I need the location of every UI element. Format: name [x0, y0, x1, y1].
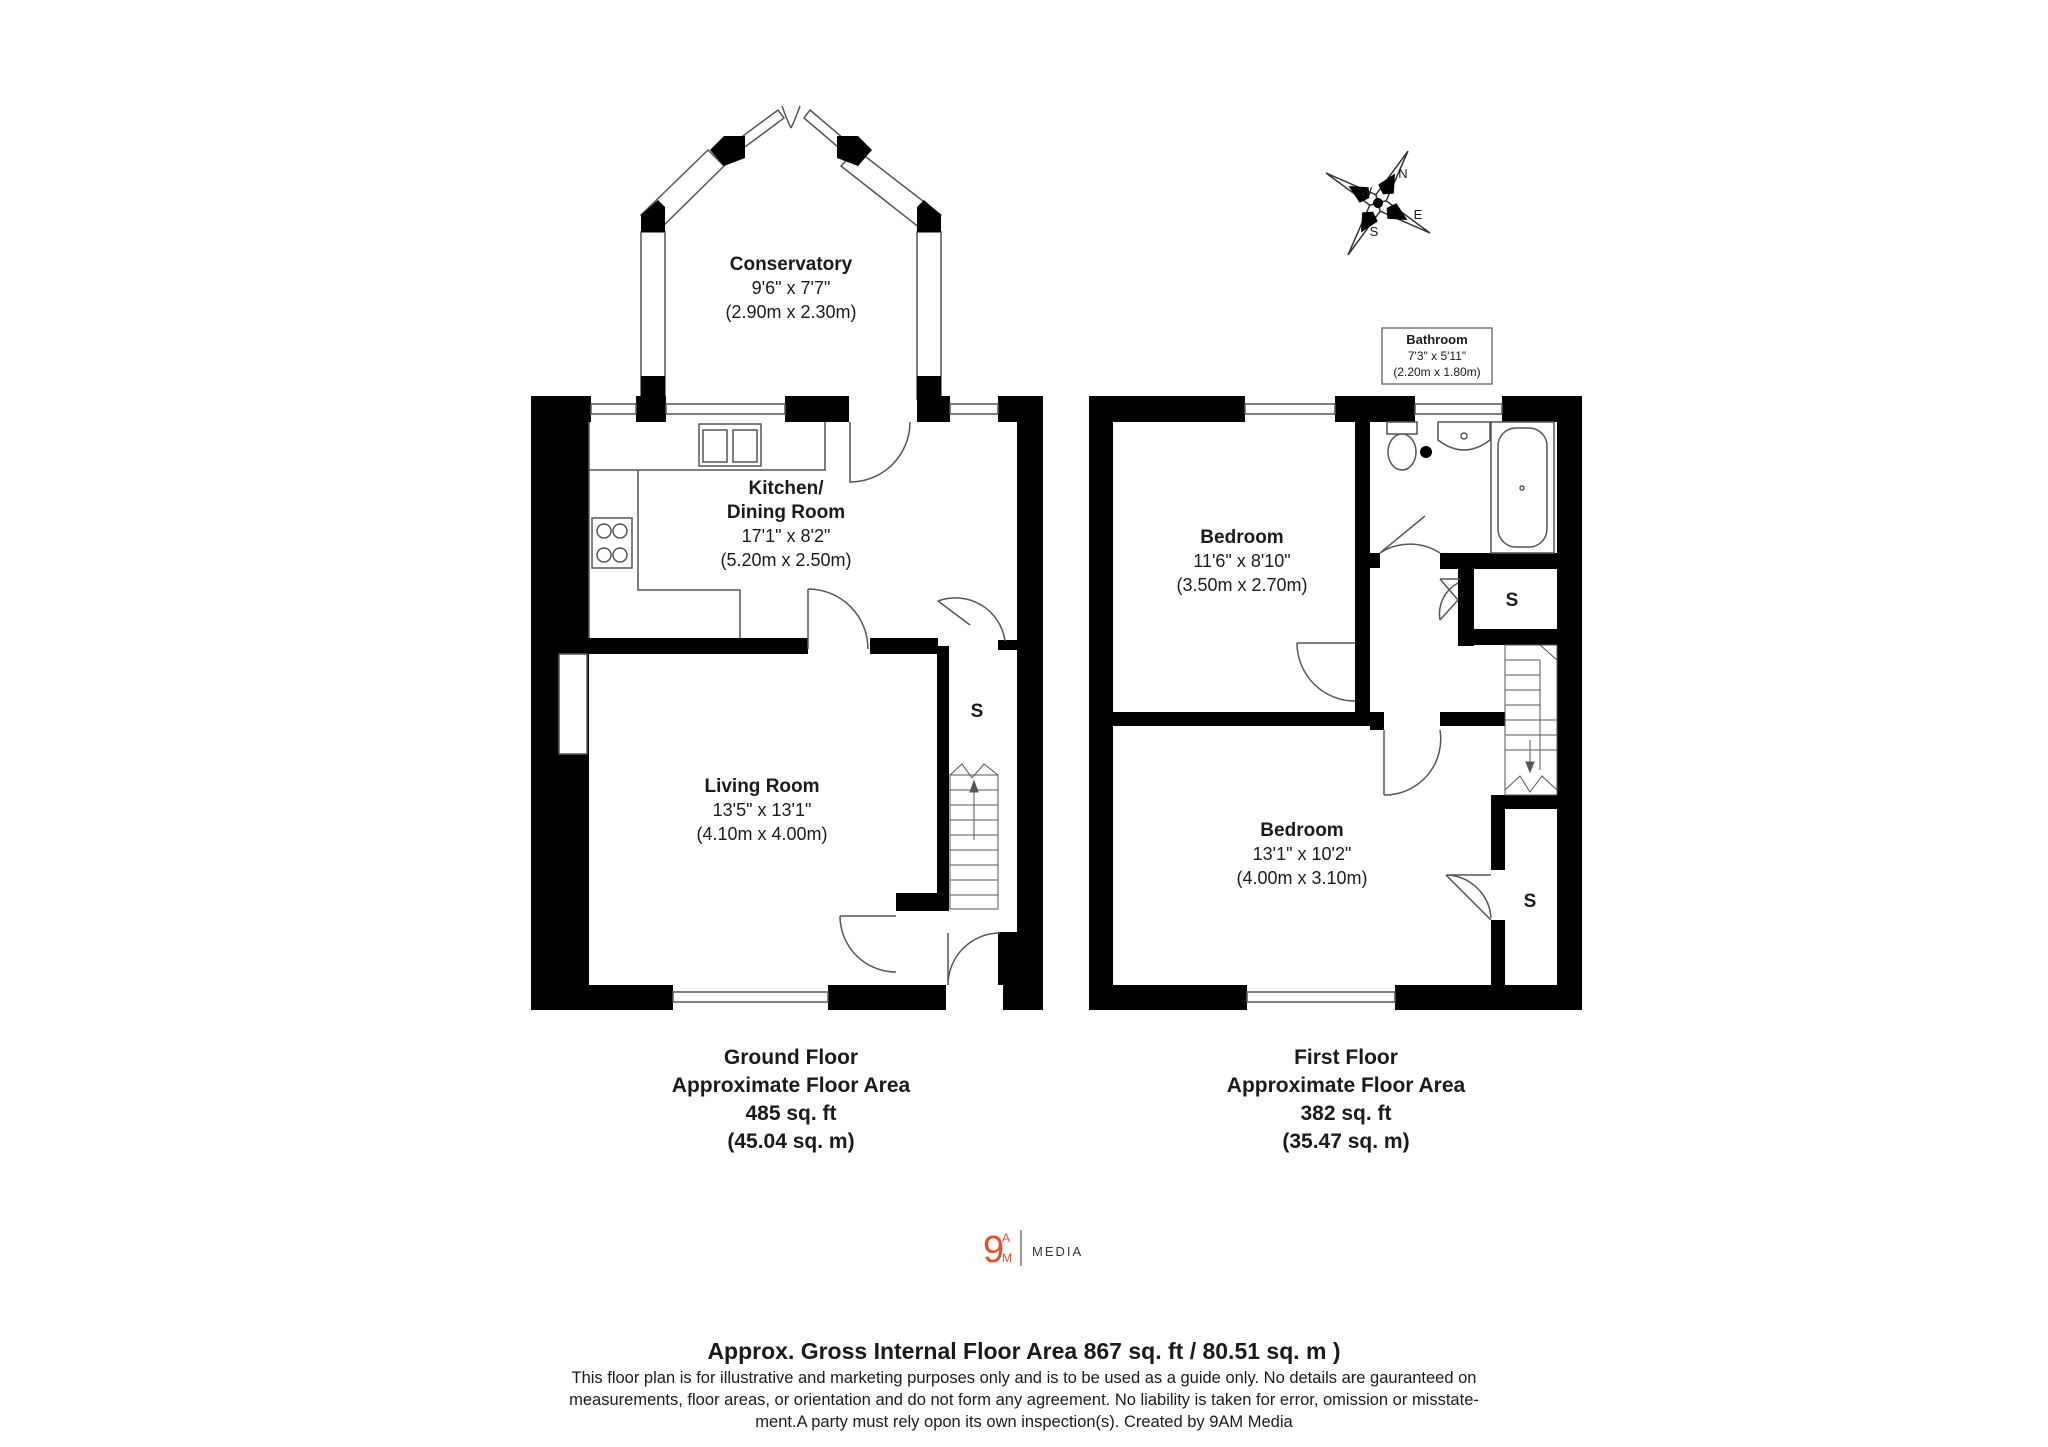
conservatory-metric: (2.90m x 2.30m) — [725, 302, 857, 322]
bedroom-2-metric: (4.00m x 3.10m) — [1236, 868, 1368, 888]
compass-east-label: E — [1413, 207, 1423, 222]
kitchen-imperial: 17'1" x 8'2" — [741, 526, 831, 546]
first-floor-area-sqft: 382 sq. ft — [1300, 1102, 1392, 1125]
compass-west-label: W — [1359, 184, 1373, 199]
ground-floor-area-sqm: (45.04 sq. m) — [727, 1130, 855, 1153]
ground-floor-area-sqft: 485 sq. ft — [745, 1102, 837, 1125]
logo-letter-a: A — [1002, 1231, 1012, 1245]
compass-rose-icon — [1296, 121, 1460, 285]
kitchen-name-line2: Dining Room — [726, 502, 846, 523]
disclaimer-line-2: measurements, floor areas, or orientation and do not form any agreement. No liability is taken for error, omission or misstate- — [569, 1391, 1479, 1409]
living-room-metric: (4.10m x 4.00m) — [696, 824, 828, 844]
soil-pipe-icon — [1420, 446, 1432, 458]
disclaimer-line-1: This floor plan is for illustrative and marketing purposes only and is to be used as a guide only. No details are gauranteed on — [571, 1369, 1477, 1387]
first-storage-label-1: S — [1505, 590, 1519, 611]
first-floor-windows — [1245, 404, 1502, 1002]
bathroom-imperial: 7'3" x 5'11" — [1407, 349, 1467, 363]
french-door-icon — [782, 106, 800, 128]
bedroom-1-imperial: 11'6" x 8'10" — [1193, 551, 1291, 571]
bathroom-metric: (2.20m x 1.80m) — [1393, 365, 1481, 379]
first-storage-label-2: S — [1523, 891, 1537, 912]
ground-floor-area-label: Approximate Floor Area — [671, 1074, 911, 1097]
first-floor-stairs-icon — [1505, 645, 1557, 795]
compass-south-label: S — [1369, 224, 1379, 239]
bedroom-2-imperial: 13'1" x 10'2" — [1252, 844, 1352, 864]
gross-floor-area: Approx. Gross Internal Floor Area 867 sq. ft / 80.51 sq. m ) — [707, 1338, 1341, 1364]
bedroom-1-name: Bedroom — [1200, 527, 1284, 548]
logo-brand: MEDIA — [1032, 1244, 1084, 1259]
compass-north-label: N — [1398, 166, 1408, 181]
first-floor-area-sqm: (35.47 sq. m) — [1282, 1130, 1410, 1153]
9am-media-logo — [983, 1229, 1083, 1271]
kitchen-name-line1: Kitchen/ — [748, 478, 824, 499]
sink-icon — [699, 424, 761, 466]
toilet-icon — [1387, 422, 1417, 470]
bedroom-1-metric: (3.50m x 2.70m) — [1176, 575, 1308, 595]
basin-icon — [1438, 422, 1490, 450]
living-room-name: Living Room — [704, 776, 820, 797]
bedroom-2-name: Bedroom — [1260, 820, 1344, 841]
first-floor-title: First Floor — [1294, 1046, 1398, 1069]
conservatory-imperial: 9'6" x 7'7" — [751, 278, 831, 298]
bathroom-name: Bathroom — [1406, 332, 1468, 347]
conservatory-name: Conservatory — [729, 254, 853, 275]
first-floor-plan — [1089, 328, 1582, 1010]
logo-numeral: 9 — [983, 1229, 1005, 1271]
ground-floor-stairs-icon — [950, 764, 998, 909]
bath-icon — [1491, 422, 1554, 553]
kitchen-metric: (5.20m x 2.50m) — [720, 550, 852, 570]
ground-floor-title: Ground Floor — [723, 1046, 859, 1069]
first-floor-area-label: Approximate Floor Area — [1226, 1074, 1466, 1097]
disclaimer-line-3: ment.A party must rely opon its own inspection(s). Created by 9AM Media — [755, 1413, 1293, 1431]
ground-storage-label: S — [970, 701, 984, 722]
living-room-imperial: 13'5" x 13'1" — [712, 800, 812, 820]
ground-floor-plan — [531, 106, 1043, 1010]
logo-letter-m: M — [1002, 1251, 1012, 1265]
first-floor-summary — [1227, 1046, 1466, 1153]
ground-floor-summary — [672, 1046, 911, 1153]
hob-icon — [592, 518, 632, 568]
